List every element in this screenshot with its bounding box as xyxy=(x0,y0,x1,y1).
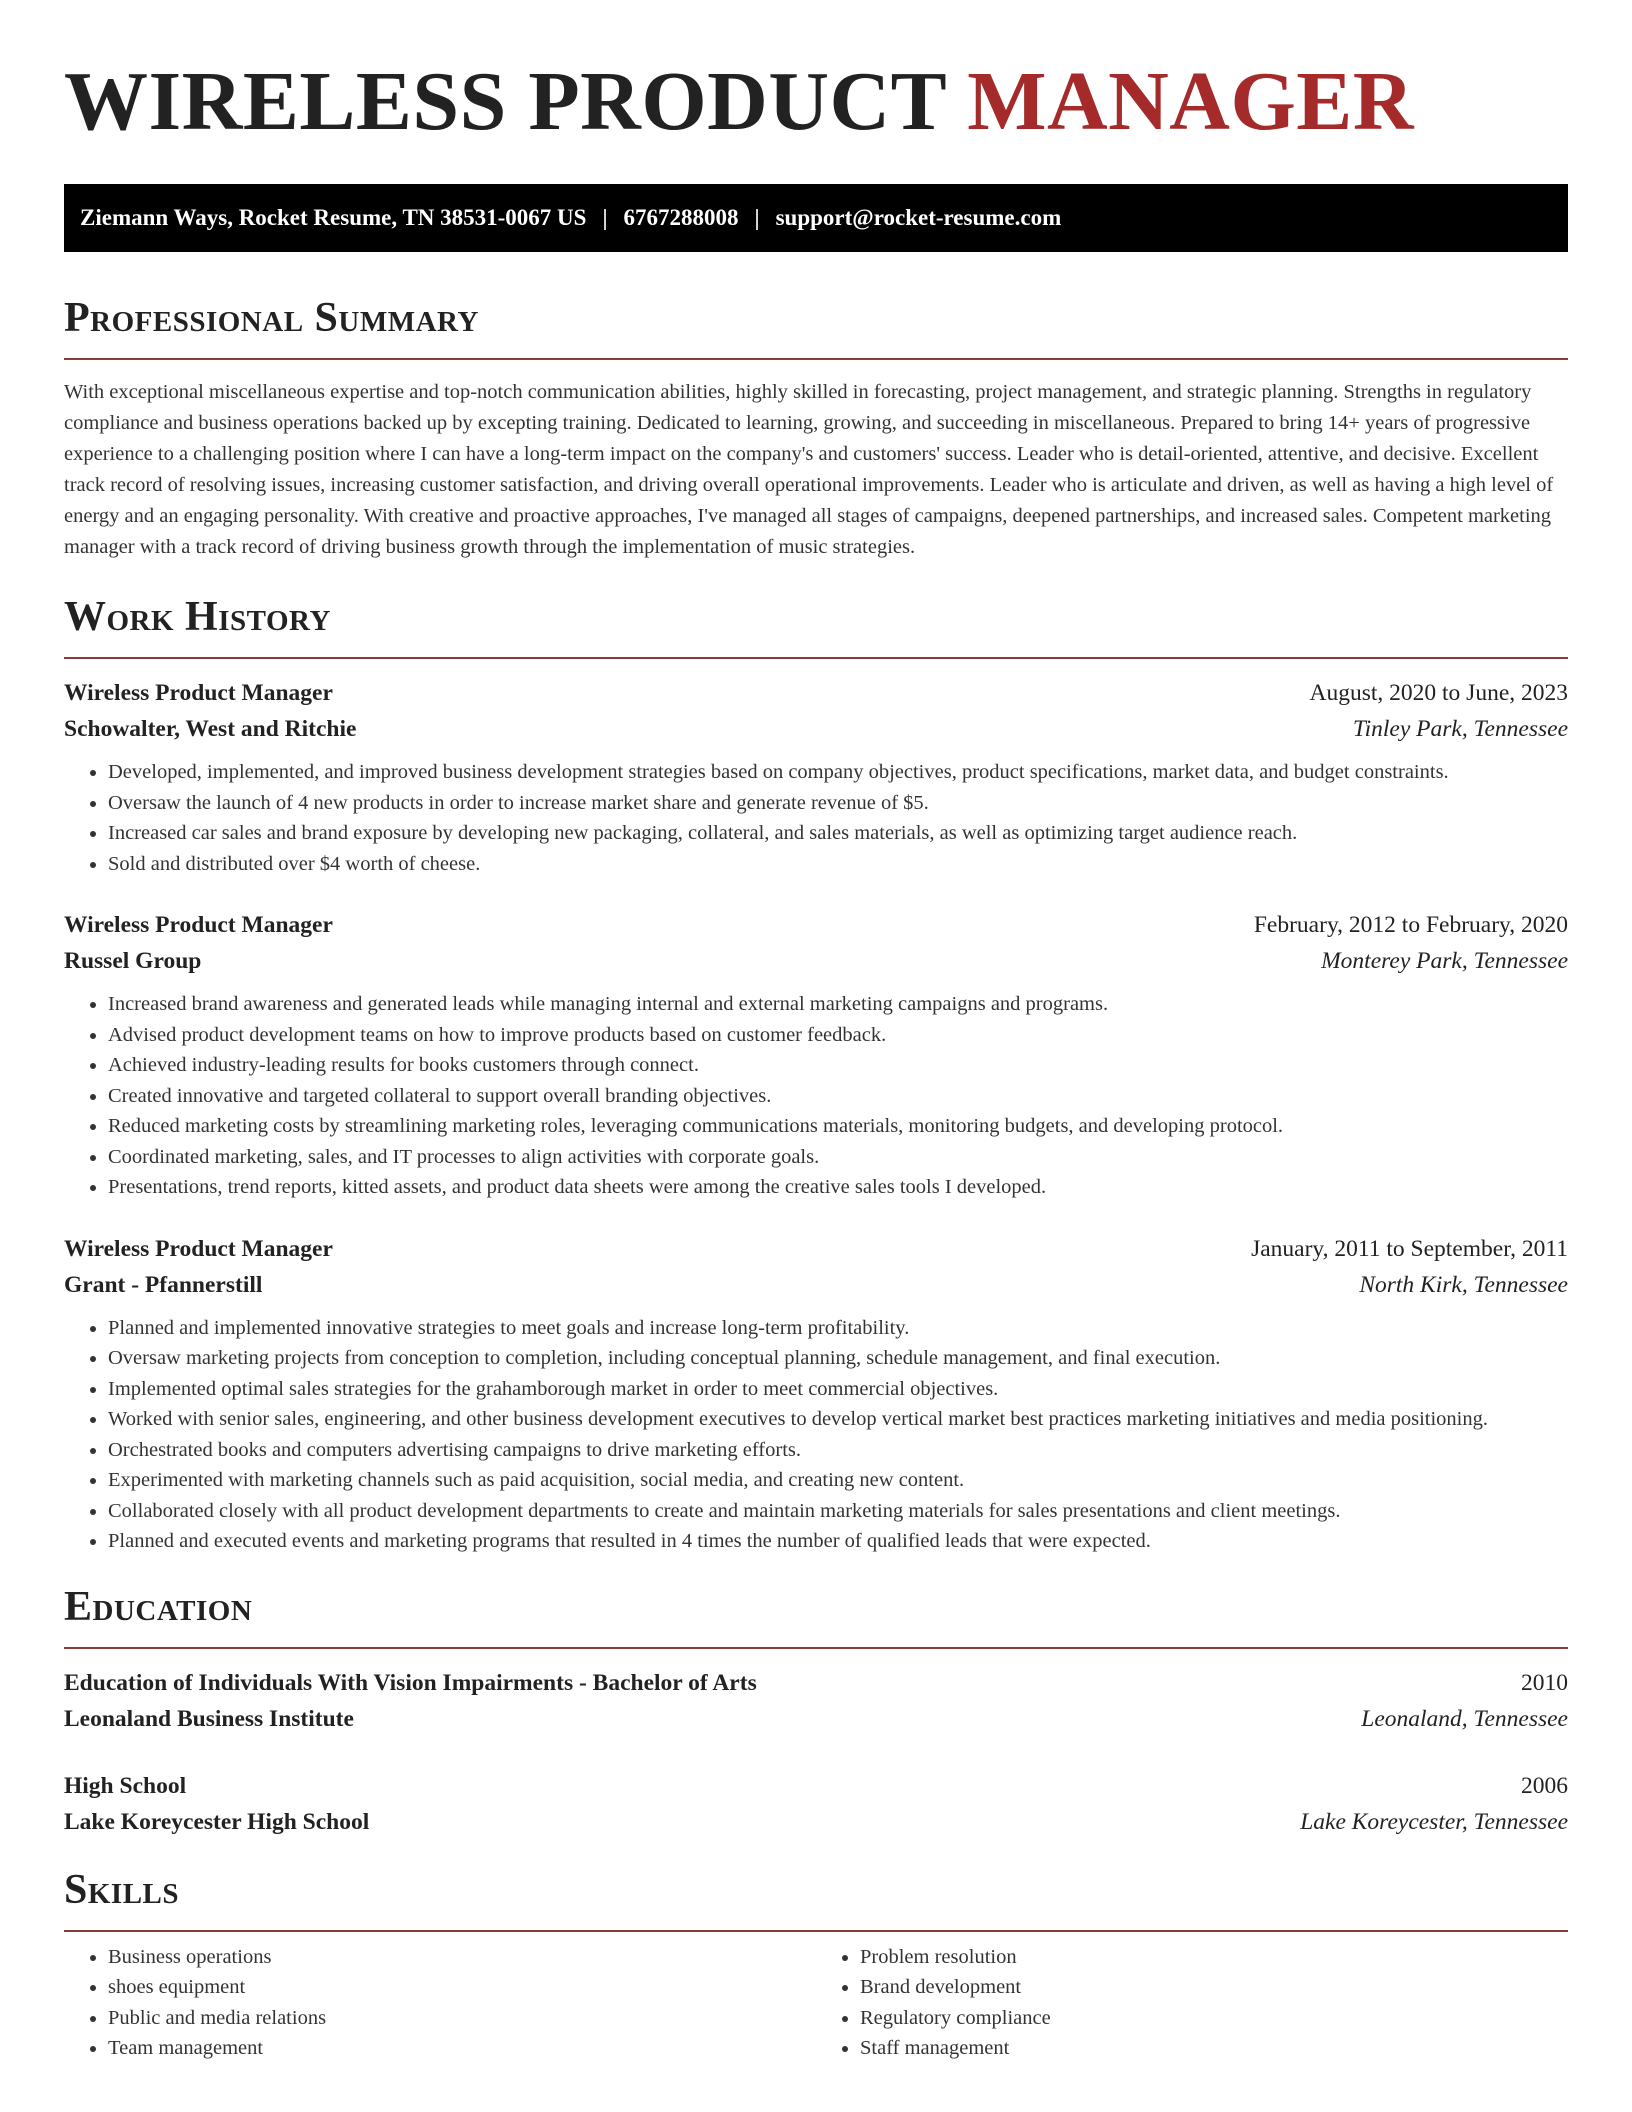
job-subheader xyxy=(64,943,1568,979)
job-bullets xyxy=(64,1313,1568,1557)
section-title-work-history: Work History xyxy=(64,594,331,640)
skills-list-left xyxy=(64,1942,816,2064)
job-bullet: • Oversaw marketing projects from conception to completion, including conceptual planning, schedule management, and final execution. xyxy=(108,1343,1568,1374)
job-bullet: • Reduced marketing costs by streamlining marketing roles, leveraging communications materials, monitoring budgets, and developing protocol. xyxy=(108,1111,1568,1142)
job-subheader xyxy=(64,711,1568,747)
job-bullet: • Implemented optimal sales strategies for the grahamborough market in order to meet commercial objectives. xyxy=(108,1374,1568,1405)
job-bullet: • Coordinated marketing, sales, and IT processes to align activities with corporate goals. xyxy=(108,1142,1568,1173)
skills-section xyxy=(64,1866,1568,2064)
section-divider xyxy=(64,1930,1568,1932)
skill-item: • Public and media relations xyxy=(108,2003,816,2034)
job-title: Wireless Product Manager xyxy=(64,912,333,938)
education-school: Leonaland Business Institute xyxy=(64,1705,354,1732)
section-title-skills: Skills xyxy=(64,1866,180,1913)
job-entry xyxy=(64,675,1568,879)
job-company: Russel Group xyxy=(64,948,202,974)
skill-item: • Staff management xyxy=(860,2033,1568,2064)
job-bullet: • Experimented with marketing channels such as paid acquisition, social media, and creating new content. xyxy=(108,1465,1568,1496)
education-subheader xyxy=(64,1701,1568,1737)
education-year: 2010 xyxy=(1521,1669,1568,1696)
job-bullet: • Achieved industry-leading results for books customers through connect. xyxy=(108,1050,1568,1081)
job-header xyxy=(64,1231,1568,1267)
work-history-section xyxy=(64,593,1568,1557)
job-subheader xyxy=(64,1267,1568,1303)
education-section xyxy=(64,1583,1568,1840)
job-bullet: • Planned and implemented innovative strategies to meet goals and increase long-term profitability. xyxy=(108,1313,1568,1344)
contact-email[interactable]: support@rocket-resume.com xyxy=(775,205,1062,230)
summary-text: With exceptional miscellaneous expertise and top-notch communication abilities, highly skilled in forecasting, project management, and strategic planning. Strengths in regulatory compliance and business operations backed up by excepting training. Dedicated to learning, growing, and succeeding in miscellaneous. Prepared to bring 14+ years of progressive experience to a challenging position where I can have a long-term impact on the company's and customers' success. Leader who is detail-oriented, attentive, and decisive. Excellent track record of resolving issues, increasing customer satisfaction, and driving overall operational improvements. Leader who is articulate and driven, as well as having a high level of energy and an engaging personality. With creative and proactive approaches, I've managed all stages of campaigns, deepened partnerships, and increased sales. Competent marketing manager with a track record of driving business growth through the implementation of music strategies. xyxy=(64,381,1554,558)
job-bullet: • Collaborated closely with all product development departments to create and maintain marketing materials for sales presentations and client meetings. xyxy=(108,1496,1568,1527)
job-bullets xyxy=(64,989,1568,1203)
section-title-education: Education xyxy=(64,1583,253,1630)
summary-section xyxy=(64,294,1568,563)
education-degree: Education of Individuals With Vision Impairments - Bachelor of Arts xyxy=(64,1669,757,1696)
job-bullet: • Worked with senior sales, engineering, and other business development executives to develop vertical market best practices marketing initiatives and media positioning. xyxy=(108,1404,1568,1435)
job-header xyxy=(64,675,1568,711)
skills-columns xyxy=(64,1942,1568,2064)
job-bullet: • Created innovative and targeted collateral to support overall branding objectives. xyxy=(108,1081,1568,1112)
education-header xyxy=(64,1665,1568,1701)
job-bullets xyxy=(64,757,1568,879)
job-bullet: • Advised product development teams on how to improve products based on customer feedback. xyxy=(108,1020,1568,1051)
education-year: 2006 xyxy=(1521,1772,1568,1799)
skill-item: • Business operations xyxy=(108,1942,816,1973)
contact-bar xyxy=(64,184,1568,252)
job-bullet: • Planned and executed events and marketing programs that resulted in 4 times the number of qualified leads that were expected. xyxy=(108,1526,1568,1557)
job-bullet: • Increased car sales and brand exposure by developing new packaging, collateral, and sales materials, as well as optimizing target audience reach. xyxy=(108,818,1568,849)
section-title-summary: Professional Summary xyxy=(64,295,479,341)
education-header xyxy=(64,1768,1568,1804)
job-bullet: • Presentations, trend reports, kitted assets, and product data sheets were among the creative sales tools I developed. xyxy=(108,1172,1568,1203)
job-title: Wireless Product Manager xyxy=(64,680,333,706)
education-school: Lake Koreycester High School xyxy=(64,1808,370,1835)
job-bullet: • Oversaw the launch of 4 new products in order to increase market share and generate revenue of $5. xyxy=(108,788,1568,819)
contact-phone: 6767288008 xyxy=(623,205,739,230)
job-bullet: • Orchestrated books and computers advertising campaigns to drive marketing efforts. xyxy=(108,1435,1568,1466)
education-degree: High School xyxy=(64,1772,187,1799)
education-entry xyxy=(64,1768,1568,1840)
section-divider xyxy=(64,358,1568,360)
skill-item: • Problem resolution xyxy=(860,1942,1568,1973)
contact-address: Ziemann Ways, Rocket Resume, TN 38531-0067 US xyxy=(80,205,587,230)
job-dates: August, 2020 to June, 2023 xyxy=(1309,680,1568,706)
section-divider xyxy=(64,1647,1568,1649)
contact-separator: | xyxy=(754,205,760,230)
section-divider xyxy=(64,657,1568,659)
job-location: Monterey Park, Tennessee xyxy=(1321,948,1568,974)
skill-item: • Regulatory compliance xyxy=(860,2003,1568,2034)
resume-name xyxy=(64,0,1568,148)
job-title: Wireless Product Manager xyxy=(64,1235,333,1262)
education-subheader xyxy=(64,1804,1568,1840)
skill-item: • shoes equipment xyxy=(108,1972,816,2003)
job-entry xyxy=(64,907,1568,1203)
job-company: Grant - Pfannerstill xyxy=(64,1271,263,1298)
name-primary: WIRELESS PRODUCT xyxy=(64,55,946,148)
job-entry xyxy=(64,1231,1568,1557)
contact-separator: | xyxy=(602,205,608,230)
job-bullet: • Developed, implemented, and improved business development strategies based on company objectives, product specifications, market data, and budget constraints. xyxy=(108,757,1568,788)
job-location: Tinley Park, Tennessee xyxy=(1352,716,1568,742)
skill-item: • Team management xyxy=(108,2033,816,2064)
skills-list-right xyxy=(816,1942,1568,2064)
job-header xyxy=(64,907,1568,943)
job-dates: February, 2012 to February, 2020 xyxy=(1253,912,1568,938)
job-dates: January, 2011 to September, 2011 xyxy=(1251,1235,1568,1262)
name-accent: MANAGER xyxy=(967,55,1414,148)
job-bullet: • Increased brand awareness and generated leads while managing internal and external marketing campaigns and programs. xyxy=(108,989,1568,1020)
skill-item: • Brand development xyxy=(860,1972,1568,2003)
job-location: North Kirk, Tennessee xyxy=(1359,1271,1568,1298)
job-company: Schowalter, West and Ritchie xyxy=(64,716,357,742)
education-location: Lake Koreycester, Tennessee xyxy=(1300,1808,1568,1835)
education-location: Leonaland, Tennessee xyxy=(1361,1705,1568,1732)
education-entry xyxy=(64,1665,1568,1737)
job-bullet: • Sold and distributed over $4 worth of cheese. xyxy=(108,849,1568,880)
